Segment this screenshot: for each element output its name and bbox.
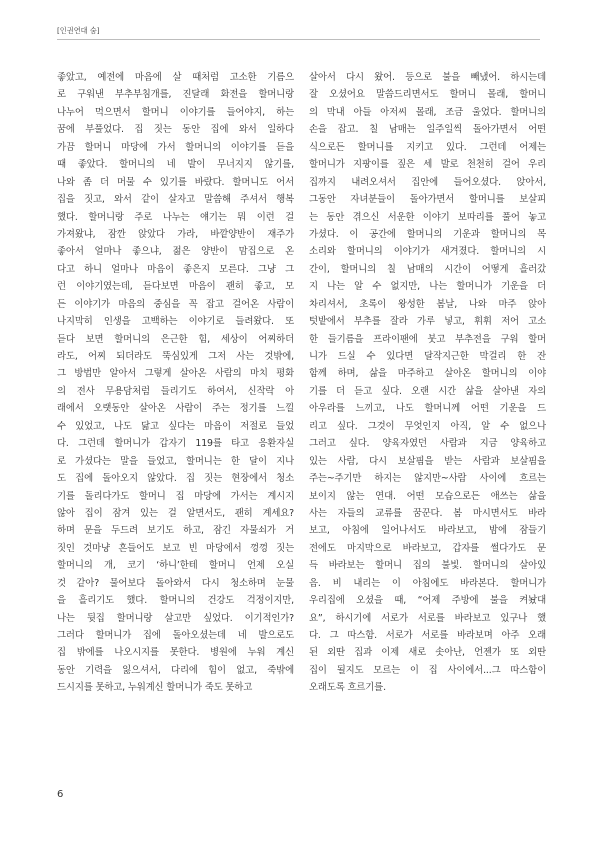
- text-line: 도 집에 돌아오지 않았다. 집 짓는 현장에서 청소: [57, 473, 294, 485]
- text-line: 된 외딴 집과 이제 새로 솟아난, 언젠가 또 외딴: [309, 647, 546, 659]
- text-line: 나지막히 인생을 고백하는 이야기로 들려왔다. 또: [57, 316, 294, 328]
- text-line: 나와 좀 더 머물 수 있기를 바랐다. 할머니도 어서: [57, 176, 294, 188]
- text-line: 집이 될지도 모르는 이 집 사이에서...그 따스함이: [309, 664, 546, 676]
- text-line: 기를 더 듣고 싶다. 오랜 시간 삶을 살아낸 자의: [309, 385, 546, 397]
- text-line: 그러다 할머니가 집에 돌아오셨는데 네 발으로도: [57, 630, 294, 641]
- text-line: 텃밭에서 부추를 잘라 가루 넣고, 휘휘 저어 고소: [309, 316, 546, 328]
- text-line: 런 이야기였는데, 듣다보면 마음이 괜히 좋고, 모: [57, 281, 294, 293]
- text-line: 간이, 할머니의 칠 남매의 시간이 어떻게 흘러갔: [309, 263, 546, 275]
- text-line: 않아 집이 잠겨 있는 걸 알면서도, 괜히 계세요?: [57, 507, 294, 519]
- text-line: 을 흘리기도 했다. 할머니의 건강도 걱정이지만,: [57, 595, 294, 607]
- text-line: 의 전사 무용담처럼 들리기도 하여서, 신작락 아: [57, 385, 294, 397]
- text-line: 가끔 할머니 마당에 가서 할머니의 이야기를 듣을: [57, 141, 294, 153]
- text-line: 나누어 먹으면서 할머니 이야기를 들어야지, 하는: [57, 106, 294, 118]
- text-line: 오래도록 흐르기를.: [309, 682, 386, 694]
- text-line: 로 구워낸 부추부침개를, 진달래 화전을 할머니랑: [57, 89, 294, 101]
- text-line: 할머니가 지팡이를 짚은 세 발로 천천히 걸어 우리: [309, 159, 546, 171]
- text-line: 다. 그런데 할머니가 갑자기 119를 타고 응환자실: [57, 438, 294, 450]
- header-divider: [57, 39, 540, 40]
- text-line: 듣다 보면 할머니의 은근한 힘, 세상이 어찌하더: [57, 333, 294, 345]
- text-line: 수 있었고, 나도 닮고 싶다는 마음이 저절로 들었: [57, 420, 294, 432]
- text-line: 좋았고, 예전에 마음에 살 때처럼 고소한 기름으: [57, 72, 294, 83]
- text-line: 주는~주기만 하지는 않지만~사람 사이에 흐르는: [309, 473, 546, 485]
- text-line: 할머니의 개, 코기 ‘하니’한테 할머니 언제 오실: [57, 560, 294, 572]
- text-line: 기를 돌리다가도 할머니 집 마당에 가서는 계시지: [57, 490, 294, 502]
- text-line: 니가 드실 수 있다면 달작지근한 막걸리 한 잔: [309, 351, 546, 362]
- text-line: 는 동안 겪으신 서운한 이야기 보따리를 풀어 놓고: [309, 211, 546, 223]
- text-line: 그 방법만 알아서 그렇게 살아온 사람의 마치 평화: [57, 368, 294, 380]
- text-line: 지 나는 알 수 없지만, 나는 할머니가 기운을 더: [309, 281, 546, 293]
- text-line: 로 가셨다는 말을 들었고, 할머니는 한 달이 지나: [57, 455, 294, 467]
- text-line: 좋아서 얼마나 좋으냐, 젊은 양반이 맘집으로 온: [57, 246, 294, 258]
- text-line: 사는 자들의 교류를 꿈꾼다. 봄 마시면서도 바라: [309, 507, 546, 519]
- text-line: 그러고 싶다. 양육자였던 사람과 지금 양육하고: [309, 438, 546, 450]
- text-line: 손을 잡고. 칠 남매는 일주일씩 돌아가면서 어떤: [309, 124, 546, 136]
- text-line: 득 바라보는 할머니 집의 불빛. 할머니의 살아있: [309, 560, 546, 572]
- text-line: 음. 비 내리는 이 아침에도 바라본다. 할머니가: [309, 577, 546, 589]
- text-line: 식으로든 할머니를 지키고 있다. 그런데 어제는: [309, 141, 546, 153]
- text-line: 라도, 어찌 되더라도 뚝심있게 그저 사는 것밖에,: [57, 351, 294, 362]
- text-line: 의 막내 아들 아저씨 몰래, 조금 울었다. 할머니의: [309, 106, 546, 118]
- text-line: 집을 짓고, 와서 같이 살자고 말씀해 주셔서 행복: [57, 194, 294, 206]
- text-line: 소리와 할머니의 이야기가 새겨졌다. 할머니의 시: [309, 246, 546, 258]
- text-line: 요”, 하시기에 서로가 서로를 바라보고 있구나 했: [309, 612, 546, 624]
- text-line: 다. 그 따스함. 서로가 서로를 바라보며 아주 오래: [309, 630, 546, 641]
- text-column-left: [57, 69, 294, 697]
- text-line: 보고, 아침에 일어나서도 바라보고, 밤에 잠들기: [309, 525, 546, 537]
- text-line: 살아서 다시 왔어. 등으로 불을 빼냈어. 하시는데: [309, 72, 546, 83]
- text-line: 래에서 오랫동안 살아온 사람이 주는 정기를 느낄: [57, 403, 294, 415]
- text-line: 나는 뒷집 할머니랑 살고만 싶었다. 이기적인가?: [57, 612, 294, 624]
- text-line: 리고 싶다. 그것이 무엇인지 아직, 알 수 없으나: [309, 420, 546, 432]
- text-line: 있는 사람, 다시 보살핌을 받는 사람과 보살핌을: [309, 455, 546, 467]
- text-line: 가셨다. 이 공간에 할머니의 기운과 할머니의 목: [309, 228, 546, 240]
- page-number: 6: [57, 789, 64, 800]
- text-line: 집 밖에를 나오시지를 못한다. 병원에 누워 계신: [57, 647, 294, 659]
- text-column-right: [309, 69, 546, 697]
- text-line: 그동안 자녀분들이 돌아가면서 할머니를 보살피: [309, 194, 546, 206]
- text-line: 가져왔냐, 잠깐 앉았다 가라, 바깥양반이 재주가: [57, 228, 294, 240]
- text-line: 했다. 할머니랑 주로 나누는 얘기는 뭐 이런 걸: [57, 211, 294, 223]
- running-header: [인권연대 숨]: [57, 26, 100, 35]
- text-line: 든 이야기가 마음의 중심을 꼭 잡고 걸어온 사람이: [57, 298, 294, 310]
- text-line: 함께 하며, 삶을 마주하고 살아온 할머니의 이야: [309, 368, 546, 380]
- text-line: 우리집에 오셨을 때, “어제 주방에 불을 켜놨대: [309, 595, 546, 607]
- text-line: 다고 하니 얼마나 마음이 좋은지 모른다. 그냥 그: [57, 263, 294, 275]
- text-line: 집까지 내려오셔서 집안에 들어오셨다. 앉아서,: [309, 176, 546, 188]
- text-line: 동안 기력을 잃으셔서, 다리에 힘이 없고, 죽밖에: [57, 664, 294, 676]
- text-line: 한 들기름을 프라이팬에 붓고 부추전을 구워 할머: [309, 333, 546, 345]
- text-line: 전에도 마지막으로 바라보고, 갑자를 썰다가도 문: [309, 542, 546, 554]
- text-line: 것 같아? 물어보다 돌아와서 다시 청소하며 눈물: [57, 577, 294, 589]
- text-line: 짓인 것마냥 흔들어도 보고 빈 마당에서 껑껑 짓는: [57, 542, 294, 554]
- text-line: 보이지 않는 연대. 어떤 모습으로든 애쓰는 삶을: [309, 490, 546, 502]
- text-line: 차리셔서, 초록이 왕성한 봄날, 나와 마주 앉아: [309, 298, 546, 310]
- text-line: 꿈에 부풀었다. 집 짓는 동안 집에 와서 일하다: [57, 124, 294, 136]
- text-line: 하며 문을 두드려 보기도 하고, 잠긴 자물쇠가 거: [57, 525, 294, 537]
- text-line: 때 좋았다. 할머니의 네 발이 무너지지 않기를,: [57, 159, 294, 171]
- text-line: 아우라를 느끼고, 나도 할머니께 어떤 기운을 드: [309, 403, 546, 415]
- text-line: 드시지를 못하고, 누워계신 할머니가 죽도 못하고: [57, 682, 253, 694]
- text-line: 잘 오셨어요 말씀드리면서도 할머니 몰래, 할머니: [309, 89, 546, 101]
